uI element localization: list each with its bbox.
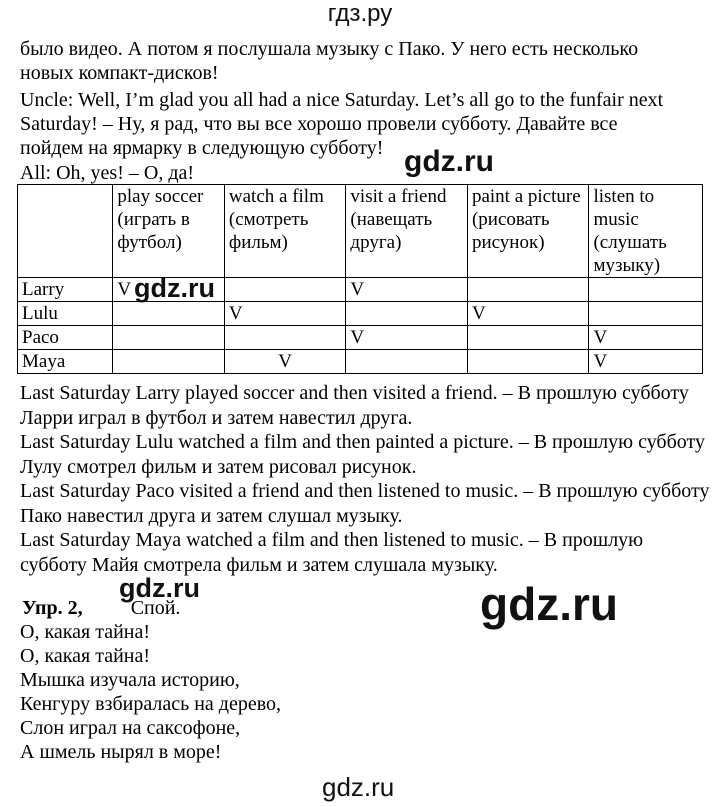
song-line: Кенгуру взбиралась на дерево, [20,693,282,715]
mark-cell: V [224,350,346,374]
column-header-en: play soccer [117,186,204,207]
mark-cell [467,278,589,302]
column-header-ru: (рисовать рисунок) [471,209,550,253]
mark-cell: V [589,350,703,374]
table-row-paco [18,326,703,350]
song-line: А шмель нырял в море! [20,741,222,763]
song-line: О, какая тайна! [20,645,151,667]
row-name-cell: Larry [18,278,113,302]
song-line: Слон играл на саксофоне, [20,717,241,739]
answer-sentences [20,381,710,577]
column-header-en: listen to music [593,186,655,230]
table-header-row [18,185,703,278]
table-corner-cell [18,185,113,278]
exercise-instruction: Спой. [130,597,181,619]
column-header-ru: (навещать друга) [350,209,433,253]
mark-cell [589,302,703,326]
column-header-listen-music [589,185,703,278]
column-header-ru: (играть в футбол) [117,209,190,253]
text-line: пойдем на ярмарку в следующую субботу! [20,137,384,159]
uncle-paragraph [20,88,700,160]
mark-cell: V [224,302,346,326]
activities-table [17,184,703,374]
column-header-en: paint a picture [471,186,581,207]
mark-cell [346,350,468,374]
text-line: новых компакт-дисков! [20,62,219,84]
watermark: gdz.ru [119,573,200,603]
watermark: gdz.ru [480,578,618,630]
text-line: Saturday! – Ну, я рад, что вы все хорошо провели субботу. Давайте все [20,113,618,135]
column-header-paint-picture [467,185,589,278]
song-line: О, какая тайна! [20,621,151,643]
mark-cell [467,326,589,350]
mark-cell: V [113,278,224,302]
mark-cell [113,326,224,350]
mark-cell [589,278,703,302]
sentence-larry: Last Saturday Larry played soccer and then visited a friend. – В прошлую субботу Ларри играл в футбол и затем навестил друга. [20,382,689,429]
column-header-play-soccer [113,185,224,278]
mark-cell [113,350,224,374]
column-header-ru: (слушать музыку) [593,232,667,276]
table-row-lulu [18,302,703,326]
all-reply-line: All: Oh, yes! – О, да! [20,162,195,184]
table-row-larry [18,278,703,302]
sentence-lulu: Last Saturday Lulu watched a film and then painted a picture. – В прошлую субботу Лулу смотрел фильм и затем рисовал рисунок. [20,431,705,478]
mark-cell [113,302,224,326]
intro-paragraph [20,37,700,85]
mark-cell: V [589,326,703,350]
site-header-watermark: гдз.ру [327,0,393,27]
row-name-cell: Paco [18,326,113,350]
song-line: Мышка изучала историю, [20,669,240,691]
mark-cell [346,302,468,326]
exercise-number: Упр. 2, [22,597,83,619]
mark-cell [467,350,589,374]
row-name-cell: Lulu [18,302,113,326]
column-header-ru: (смотреть фильм) [228,209,309,253]
watermark: gdz.ru [134,273,215,303]
mark-cell [224,278,346,302]
sentence-maya: Last Saturday Maya watched a film and then listened to music. – В прошлую субботу Майя смотрела фильм и затем слушала музыку. [20,529,644,576]
mark-cell: V [467,302,589,326]
watermark: gdz.ru [404,145,494,178]
column-header-visit-friend [346,185,468,278]
mark-cell [224,326,346,350]
table-row-maya [18,350,703,374]
column-header-en: visit a friend [350,186,447,207]
mark-cell: V [346,326,468,350]
text-line: было видео. А потом я послушала музыку с Пако. У него есть несколько [20,38,639,60]
column-header-watch-film [224,185,346,278]
watermark: gdz.ru [322,772,395,802]
text-line: Uncle: Well, I’m glad you all had a nice Saturday. Let’s all go to the funfair next [20,89,664,111]
row-name-cell: Maya [18,350,113,374]
song-lyrics [20,620,281,764]
sentence-paco: Last Saturday Paco visited a friend and then listened to music. – В прошлую субботу Пако навестил друга и затем слушал музыку. [20,480,710,527]
column-header-en: watch a film [228,186,324,207]
mark-cell: V [346,278,468,302]
